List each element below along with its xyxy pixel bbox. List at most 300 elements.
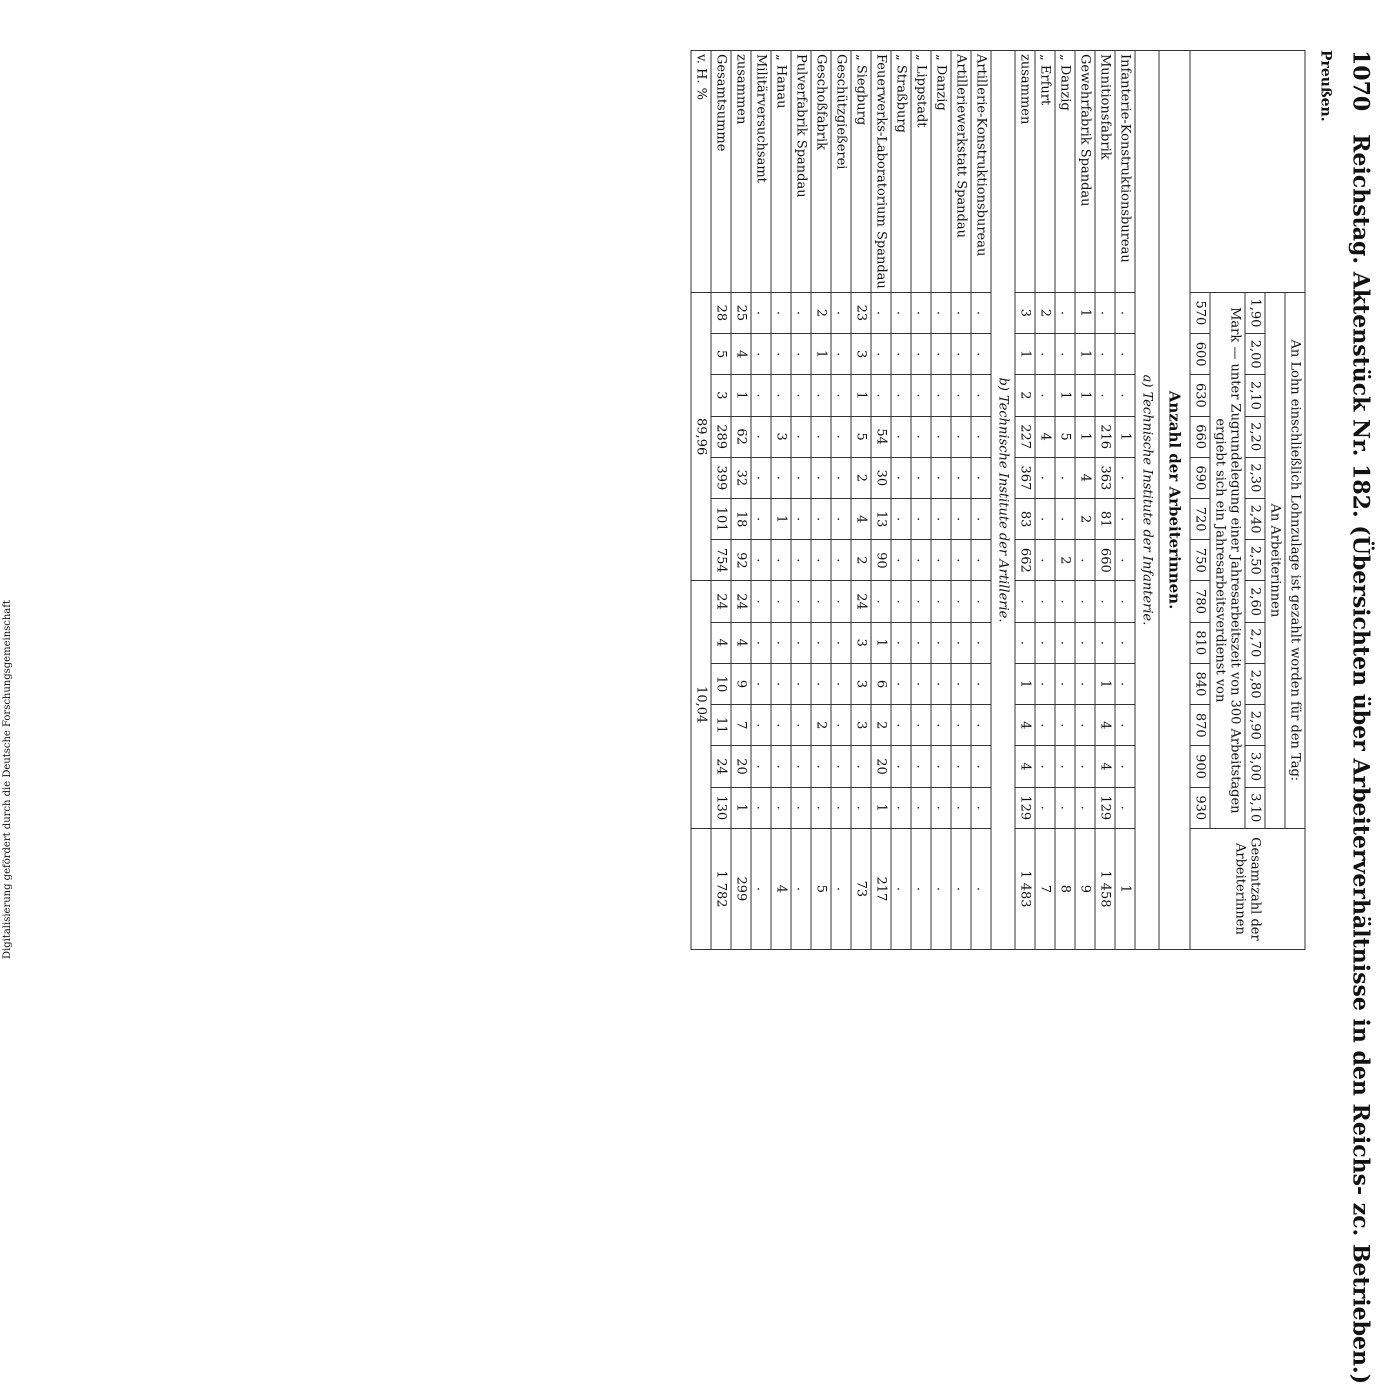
- wage-rate-header: 2,60: [1245, 581, 1265, 622]
- cell-value: 2: [851, 540, 871, 581]
- cell-value: 367: [1015, 457, 1035, 498]
- cell-value: 90: [871, 540, 891, 581]
- cell-value: .: [951, 457, 971, 498]
- cell-value: 2: [871, 705, 891, 746]
- cell-value: .: [911, 334, 931, 375]
- cell-value: 23: [851, 292, 871, 333]
- cell-value: 4: [1095, 746, 1115, 787]
- table-row: [791, 51, 811, 950]
- annual-wage-header: 630: [1190, 375, 1210, 416]
- cell-value: 3: [851, 705, 871, 746]
- cell-value: .: [831, 416, 851, 457]
- row-total: 1 782: [711, 828, 731, 949]
- annual-wage-header: 660: [1190, 416, 1210, 457]
- table-row: [911, 51, 931, 950]
- cell-value: 92: [731, 540, 751, 581]
- cell-value: .: [931, 457, 951, 498]
- cell-value: .: [1115, 622, 1135, 663]
- row-label: „ Hanau: [771, 51, 791, 293]
- cell-value: .: [1035, 540, 1055, 581]
- cell-value: .: [751, 457, 771, 498]
- sub-header: An Arbeiterinnen: [1265, 292, 1285, 828]
- cell-value: .: [771, 457, 791, 498]
- table-row: [851, 51, 871, 950]
- wage-rate-header: 2,70: [1245, 622, 1265, 663]
- row-total: .: [931, 828, 951, 949]
- row-label: „ Danzig: [1055, 51, 1075, 293]
- cell-value: .: [931, 787, 951, 828]
- cell-value: .: [831, 581, 851, 622]
- cell-value: 13: [871, 498, 891, 539]
- cell-value: 2: [811, 292, 831, 333]
- cell-value: .: [971, 622, 991, 663]
- cell-value: 1: [1115, 416, 1135, 457]
- cell-value: .: [771, 705, 791, 746]
- cell-value: 3: [851, 663, 871, 704]
- cell-value: .: [1055, 334, 1075, 375]
- cell-value: .: [911, 292, 931, 333]
- cell-value: .: [791, 746, 811, 787]
- cell-value: 7: [731, 705, 751, 746]
- cell-value: 4: [1075, 457, 1095, 498]
- cell-value: .: [1115, 705, 1135, 746]
- row-total: .: [891, 828, 911, 949]
- cell-value: .: [791, 581, 811, 622]
- annual-note: unter Zugrundelegung einer Jahresarbeitszeit von 300 Arbeitstagen ergiebt sich ein Jahresarbeitsverdienst von: [1212, 363, 1242, 814]
- cell-value: 660: [1095, 540, 1115, 581]
- cell-value: 25: [731, 292, 751, 333]
- cell-value: .: [751, 540, 771, 581]
- row-total: .: [911, 828, 931, 949]
- row-total: 1 483: [1015, 828, 1035, 949]
- cell-value: .: [811, 457, 831, 498]
- row-label: zusammen: [1015, 51, 1035, 293]
- section-row: [1135, 51, 1159, 950]
- cell-value: .: [771, 375, 791, 416]
- cell-value: 3: [851, 622, 871, 663]
- cell-value: 11: [711, 705, 731, 746]
- cell-value: .: [931, 746, 951, 787]
- cell-value: .: [1055, 705, 1075, 746]
- cell-value: .: [831, 705, 851, 746]
- row-label: Artilleriewerkstatt Spandau: [951, 51, 971, 293]
- cell-value: .: [1095, 581, 1115, 622]
- cell-value: .: [891, 622, 911, 663]
- region-label: Preußen.: [1317, 50, 1333, 122]
- cell-value: 3: [1015, 292, 1035, 333]
- cell-value: .: [831, 540, 851, 581]
- cell-value: 5: [711, 334, 731, 375]
- row-total: .: [831, 828, 851, 949]
- cell-value: .: [931, 375, 951, 416]
- percent-right: 10,04: [691, 581, 711, 828]
- cell-value: 4: [851, 498, 871, 539]
- cell-value: .: [771, 540, 791, 581]
- cell-value: .: [1015, 622, 1035, 663]
- cell-value: .: [791, 457, 811, 498]
- cell-value: 2: [1035, 292, 1055, 333]
- cell-value: .: [851, 746, 871, 787]
- table-row: [931, 51, 951, 950]
- cell-value: .: [791, 292, 811, 333]
- cell-value: .: [1035, 622, 1055, 663]
- cell-value: .: [791, 705, 811, 746]
- cell-value: .: [931, 292, 951, 333]
- table-row: [1055, 51, 1075, 950]
- cell-value: .: [751, 746, 771, 787]
- cell-value: 2: [1075, 498, 1095, 539]
- cell-value: .: [951, 498, 971, 539]
- cell-value: .: [831, 498, 851, 539]
- wage-rate-header: 2,10: [1245, 375, 1265, 416]
- cell-value: .: [791, 663, 811, 704]
- cell-value: .: [971, 292, 991, 333]
- cell-value: .: [971, 581, 991, 622]
- cell-value: .: [891, 746, 911, 787]
- cell-value: 662: [1015, 540, 1035, 581]
- cell-value: .: [911, 746, 931, 787]
- row-label: Gesamtsumme: [711, 51, 731, 293]
- cell-value: 24: [731, 581, 751, 622]
- cell-value: .: [751, 375, 771, 416]
- row-total: 1 458: [1095, 828, 1115, 949]
- cell-value: 1: [1075, 375, 1095, 416]
- wage-rate-header: 2,30: [1245, 457, 1265, 498]
- row-total: 73: [851, 828, 871, 949]
- total-header: Gesamtzahl der Arbeiterinnen: [1190, 828, 1305, 949]
- cell-value: .: [911, 581, 931, 622]
- table-row: [1035, 51, 1055, 950]
- cell-value: .: [811, 375, 831, 416]
- cell-value: .: [1035, 375, 1055, 416]
- cell-value: .: [1035, 663, 1055, 704]
- cell-value: 1: [1055, 375, 1075, 416]
- cell-value: .: [791, 498, 811, 539]
- cell-value: .: [811, 581, 831, 622]
- row-label: Artillerie-Konstruktionsbureau: [971, 51, 991, 293]
- cell-value: 18: [731, 498, 751, 539]
- cell-value: .: [891, 663, 911, 704]
- label-header: [1190, 51, 1305, 293]
- cell-value: .: [1055, 292, 1075, 333]
- cell-value: .: [751, 705, 771, 746]
- cell-value: .: [771, 334, 791, 375]
- cell-value: .: [1055, 581, 1075, 622]
- cell-value: .: [911, 622, 931, 663]
- cell-value: .: [971, 540, 991, 581]
- cell-value: .: [891, 787, 911, 828]
- annual-wage-header: 570: [1190, 292, 1210, 333]
- cell-value: 1: [1075, 334, 1095, 375]
- cell-value: .: [751, 622, 771, 663]
- cell-value: .: [1035, 787, 1055, 828]
- cell-value: .: [1075, 540, 1095, 581]
- cell-value: 3: [771, 416, 791, 457]
- percent-empty: [691, 828, 711, 949]
- cell-value: .: [1095, 375, 1115, 416]
- cell-value: .: [831, 746, 851, 787]
- row-total: 217: [871, 828, 891, 949]
- row-label: Infanterie-Konstruktionsbureau: [1115, 51, 1135, 293]
- table-row: [831, 51, 851, 950]
- annual-wage-header: 750: [1190, 540, 1210, 581]
- cell-value: .: [1115, 457, 1135, 498]
- row-total: 5: [811, 828, 831, 949]
- cell-value: .: [1115, 375, 1135, 416]
- wage-rate-header: 3,00: [1245, 746, 1265, 787]
- cell-value: .: [1075, 622, 1095, 663]
- table-row: [891, 51, 911, 950]
- cell-value: .: [951, 540, 971, 581]
- cell-value: .: [1055, 787, 1075, 828]
- cell-value: .: [951, 292, 971, 333]
- note-header: Mark — unter Zugrundelegung einer Jahresarbeitszeit von 300 Arbeitstagen ergiebt sich ein Jahresarbeitsverdienst von: [1210, 292, 1245, 828]
- cell-value: .: [931, 705, 951, 746]
- cell-value: .: [1035, 498, 1055, 539]
- cell-value: 2: [1015, 375, 1035, 416]
- cell-value: .: [831, 334, 851, 375]
- cell-value: .: [811, 416, 831, 457]
- cell-value: .: [771, 292, 791, 333]
- cell-value: .: [931, 540, 951, 581]
- cell-value: .: [1035, 334, 1055, 375]
- cell-value: 4: [1035, 416, 1055, 457]
- cell-value: .: [951, 705, 971, 746]
- cell-value: .: [891, 705, 911, 746]
- table-row: [1075, 51, 1095, 950]
- row-total: .: [951, 828, 971, 949]
- cell-value: .: [1075, 705, 1095, 746]
- table-row: [751, 51, 771, 950]
- cell-value: .: [951, 581, 971, 622]
- cell-value: .: [1075, 746, 1095, 787]
- cell-value: .: [931, 581, 951, 622]
- cell-value: .: [911, 416, 931, 457]
- cell-value: 4: [1015, 705, 1035, 746]
- cell-value: 2: [1055, 540, 1075, 581]
- cell-value: 1: [1095, 663, 1115, 704]
- row-label: „ Siegburg: [851, 51, 871, 293]
- cell-value: .: [831, 622, 851, 663]
- main-header: An Lohn einschließlich Lohnzulage ist gezahlt worden für den Tag:: [1285, 292, 1305, 828]
- cell-value: .: [751, 663, 771, 704]
- cell-value: .: [971, 787, 991, 828]
- annual-wage-header: 900: [1190, 746, 1210, 787]
- row-label: Geschützgießerei: [831, 51, 851, 293]
- cell-value: .: [811, 498, 831, 539]
- cell-value: .: [751, 292, 771, 333]
- cell-value: .: [951, 787, 971, 828]
- cell-value: .: [911, 705, 931, 746]
- row-label: „ Lippstadt: [911, 51, 931, 293]
- cell-value: .: [911, 540, 931, 581]
- cell-value: 5: [851, 416, 871, 457]
- cell-value: 24: [711, 581, 731, 622]
- cell-value: .: [931, 334, 951, 375]
- table-row: [871, 51, 891, 950]
- cell-value: .: [1055, 622, 1075, 663]
- cell-value: .: [1095, 292, 1115, 333]
- page-number: 1070: [1347, 50, 1373, 112]
- cell-value: .: [971, 705, 991, 746]
- cell-value: .: [1035, 581, 1055, 622]
- cell-value: .: [1115, 581, 1135, 622]
- cell-value: .: [811, 746, 831, 787]
- cell-value: 4: [1095, 705, 1115, 746]
- cell-value: 81: [1095, 498, 1115, 539]
- annual-wage-header: 810: [1190, 622, 1210, 663]
- cell-value: .: [891, 498, 911, 539]
- row-label: „ Erfurt: [1035, 51, 1055, 293]
- cell-value: .: [971, 663, 991, 704]
- table-row: [971, 51, 991, 950]
- row-total: 7: [1035, 828, 1055, 949]
- cell-value: .: [951, 334, 971, 375]
- cell-value: .: [811, 540, 831, 581]
- cell-value: .: [751, 581, 771, 622]
- annual-wage-header: 780: [1190, 581, 1210, 622]
- cell-value: .: [951, 746, 971, 787]
- cell-value: 130: [711, 787, 731, 828]
- cell-value: 289: [711, 416, 731, 457]
- cell-value: .: [971, 416, 991, 457]
- cell-value: 83: [1015, 498, 1035, 539]
- cell-value: .: [1035, 457, 1055, 498]
- cell-value: 2: [811, 705, 831, 746]
- cell-value: .: [971, 498, 991, 539]
- cell-value: 28: [711, 292, 731, 333]
- table-row: [811, 51, 831, 950]
- cell-value: .: [751, 334, 771, 375]
- footer: Digitalisierung gefördert durch die Deutsche Forschungsgemeinschaft: [2, 600, 13, 959]
- cell-value: .: [971, 746, 991, 787]
- percent-left: 89,96: [691, 292, 711, 581]
- cell-value: .: [911, 498, 931, 539]
- annual-wage-header: 720: [1190, 498, 1210, 539]
- cell-value: .: [771, 746, 791, 787]
- cell-value: .: [951, 622, 971, 663]
- row-total: 1: [1115, 828, 1135, 949]
- cell-value: 227: [1015, 416, 1035, 457]
- cell-value: 1: [871, 787, 891, 828]
- cell-value: 24: [851, 581, 871, 622]
- cell-value: .: [1115, 746, 1135, 787]
- row-label: Gewehrfabrik Spandau: [1075, 51, 1095, 293]
- cell-value: .: [811, 663, 831, 704]
- cell-value: .: [811, 622, 831, 663]
- cell-value: .: [771, 581, 791, 622]
- cell-value: 20: [871, 746, 891, 787]
- cell-value: 129: [1015, 787, 1035, 828]
- row-total: .: [791, 828, 811, 949]
- cell-value: 3: [711, 375, 731, 416]
- cell-value: .: [891, 581, 911, 622]
- cell-value: .: [891, 375, 911, 416]
- cell-value: .: [931, 498, 951, 539]
- cell-value: .: [971, 334, 991, 375]
- cell-value: .: [951, 663, 971, 704]
- cell-value: .: [751, 787, 771, 828]
- table-row: [1095, 51, 1115, 950]
- cell-value: .: [891, 292, 911, 333]
- cell-value: 216: [1095, 416, 1115, 457]
- cell-value: .: [1095, 622, 1115, 663]
- wage-rate-header: 2,40: [1245, 498, 1265, 539]
- cell-value: .: [791, 334, 811, 375]
- cell-value: .: [1075, 663, 1095, 704]
- cell-value: .: [871, 292, 891, 333]
- cell-value: .: [931, 622, 951, 663]
- cell-value: .: [1035, 705, 1055, 746]
- percent-label: v. H. %: [691, 51, 711, 293]
- section-row: [991, 51, 1015, 950]
- cell-value: .: [791, 416, 811, 457]
- cell-value: .: [971, 457, 991, 498]
- cell-value: .: [831, 663, 851, 704]
- cell-value: 20: [731, 746, 751, 787]
- cell-value: .: [831, 292, 851, 333]
- wage-rate-header: 2,20: [1245, 416, 1265, 457]
- cell-value: 24: [711, 746, 731, 787]
- section-subtitle: b) Technische Institute der Artillerie.: [991, 51, 1015, 950]
- cell-value: .: [1015, 581, 1035, 622]
- cell-value: .: [791, 622, 811, 663]
- page-header: [1347, 50, 1373, 1384]
- row-label: „ Danzig: [931, 51, 951, 293]
- cell-value: .: [891, 416, 911, 457]
- cell-value: .: [871, 581, 891, 622]
- cell-value: 1: [811, 334, 831, 375]
- cell-value: 6: [871, 663, 891, 704]
- cell-value: .: [1075, 581, 1095, 622]
- cell-value: .: [871, 375, 891, 416]
- row-total: 299: [731, 828, 751, 949]
- annual-wage-header: 690: [1190, 457, 1210, 498]
- cell-value: .: [771, 787, 791, 828]
- cell-value: .: [851, 787, 871, 828]
- cell-value: .: [911, 787, 931, 828]
- cell-value: .: [971, 375, 991, 416]
- cell-value: .: [1115, 498, 1135, 539]
- cell-value: .: [911, 457, 931, 498]
- cell-value: 2: [851, 457, 871, 498]
- cell-value: .: [771, 663, 791, 704]
- wage-rate-header: 2,90: [1245, 705, 1265, 746]
- cell-value: .: [791, 540, 811, 581]
- mark-label: Mark: [1227, 307, 1242, 343]
- row-total: .: [971, 828, 991, 949]
- cell-value: 1: [851, 375, 871, 416]
- cell-value: 4: [731, 622, 751, 663]
- cell-value: 1: [1015, 334, 1035, 375]
- cell-value: .: [911, 663, 931, 704]
- cell-value: 1: [731, 787, 751, 828]
- cell-value: 54: [871, 416, 891, 457]
- row-label: zusammen: [731, 51, 751, 293]
- cell-value: .: [1055, 498, 1075, 539]
- row-total: 4: [771, 828, 791, 949]
- cell-value: .: [751, 416, 771, 457]
- cell-value: .: [871, 334, 891, 375]
- wage-rate-header: 3,10: [1245, 787, 1265, 828]
- annual-wage-header: 840: [1190, 663, 1210, 704]
- row-label: Feuerwerks-Laboratorium Spandau: [871, 51, 891, 293]
- cell-value: 4: [711, 622, 731, 663]
- table-row: [951, 51, 971, 950]
- row-label: Pulverfabrik Spandau: [791, 51, 811, 293]
- annual-wage-header: 600: [1190, 334, 1210, 375]
- cell-value: 363: [1095, 457, 1115, 498]
